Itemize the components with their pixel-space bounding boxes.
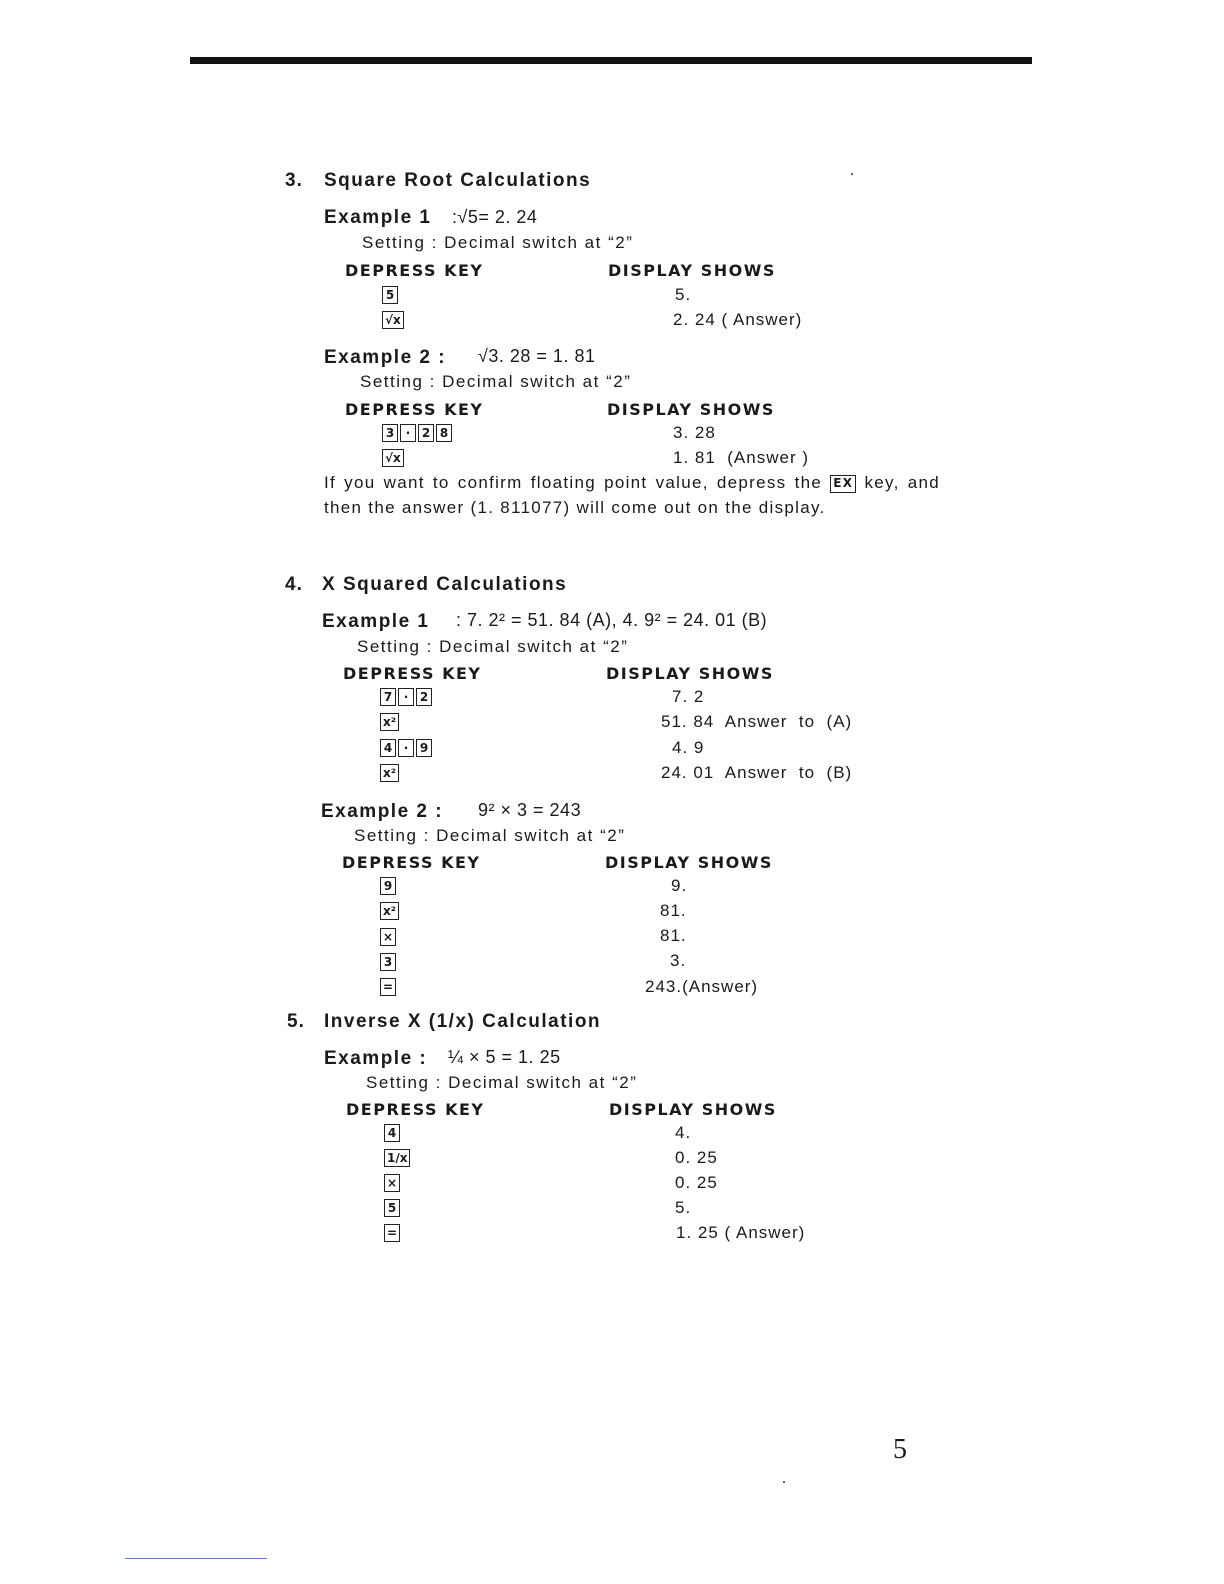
calculator-key: ·: [400, 424, 416, 442]
calculator-key: 9: [380, 877, 396, 895]
setting-text: Setting : Decimal switch at “2”: [360, 372, 632, 391]
example-label: Example 2 :: [321, 801, 444, 822]
calculator-key: 9: [416, 739, 432, 757]
key-sequence: [380, 953, 396, 971]
setting-text: Setting : Decimal switch at “2”: [366, 1073, 638, 1092]
calculator-key: 1/x: [384, 1149, 410, 1167]
depress-key-header: DEPRESS KEY: [342, 853, 481, 872]
display-value: 0. 25: [675, 1148, 718, 1167]
note-text: key, and then the answer (1. 811077) will come out on the display.: [324, 473, 940, 517]
calculator-key: √x: [382, 311, 404, 329]
key-sequence: [384, 1124, 400, 1142]
display-shows-header: DISPLAY SHOWS: [606, 664, 774, 683]
example-formula: √3. 28 = 1. 81: [478, 346, 596, 366]
depress-key-header: DEPRESS KEY: [346, 1100, 485, 1119]
section-title: Inverse X (1/x) Calculation: [324, 1011, 602, 1032]
display-value: 51. 84 Answer to (A): [661, 712, 853, 731]
key-sequence: [380, 877, 396, 895]
display-value: 4.: [675, 1123, 692, 1142]
display-value: 9.: [671, 876, 688, 895]
calculator-key: 5: [382, 286, 398, 304]
depress-key-header: DEPRESS KEY: [343, 664, 482, 683]
example-label: Example 1: [324, 207, 432, 228]
depress-key-header: DEPRESS KEY: [345, 261, 484, 280]
page-number: 5: [893, 1434, 907, 1465]
calculator-key: x²: [380, 902, 399, 920]
example-label: Example 2 :: [324, 347, 447, 368]
key-sequence: [380, 764, 399, 782]
top-rule: [190, 57, 1032, 64]
calculator-key: ·: [398, 739, 414, 757]
display-shows-header: DISPLAY SHOWS: [605, 853, 773, 872]
display-shows-header: DISPLAY SHOWS: [608, 261, 776, 280]
key-sequence: [380, 713, 399, 731]
calculator-key: 5: [384, 1199, 400, 1217]
calculator-key: x²: [380, 764, 399, 782]
floating-point-note: [324, 470, 940, 520]
section-title: Square Root Calculations: [324, 170, 592, 191]
key-sequence: [382, 449, 404, 467]
example-label: Example 1: [322, 611, 430, 632]
example-label: Example :: [324, 1048, 428, 1069]
calculator-key: 4: [384, 1124, 400, 1142]
display-value: 7. 2: [672, 687, 705, 706]
display-value: 3.: [670, 951, 687, 970]
calculator-key: 3: [380, 953, 396, 971]
example-formula: :√5= 2. 24: [452, 207, 538, 227]
display-value: 3. 28: [673, 423, 716, 442]
calculator-key: 4: [380, 739, 396, 757]
key-sequence: [380, 978, 396, 996]
section-title: X Squared Calculations: [322, 574, 568, 595]
section-number: 3.: [285, 170, 303, 191]
key-sequence: [380, 739, 432, 757]
calculator-key: 3: [382, 424, 398, 442]
display-value: 5.: [675, 285, 692, 304]
key-sequence: [380, 688, 432, 706]
calculator-key: √x: [382, 449, 404, 467]
example-formula: 9² × 3 = 243: [478, 800, 582, 820]
calculator-key: =: [384, 1224, 400, 1242]
section-number: 5.: [287, 1011, 305, 1032]
display-value: 24. 01 Answer to (B): [661, 763, 853, 782]
display-value: 1. 25 ( Answer): [676, 1223, 806, 1242]
display-value: 2. 24 ( Answer): [673, 310, 803, 329]
key-sequence: [380, 928, 396, 946]
calculator-key: 7: [380, 688, 396, 706]
display-value: 4. 9: [672, 738, 705, 757]
calculator-key: EX: [830, 475, 856, 493]
example-formula: : 7. 2² = 51. 84 (A), 4. 9² = 24. 01 (B): [456, 610, 768, 630]
setting-text: Setting : Decimal switch at “2”: [362, 233, 634, 252]
calculator-key: ×: [384, 1174, 400, 1192]
display-shows-header: DISPLAY SHOWS: [607, 400, 775, 419]
key-sequence: [382, 424, 452, 442]
key-sequence: [380, 902, 399, 920]
key-sequence: [382, 286, 398, 304]
calculator-key: x²: [380, 713, 399, 731]
footer-line: [125, 1558, 267, 1559]
calculator-key: 2: [418, 424, 434, 442]
scan-speck: [783, 1481, 785, 1483]
section-number: 4.: [285, 574, 303, 595]
display-value: 5.: [675, 1198, 692, 1217]
display-value: 1. 81 (Answer ): [673, 448, 809, 467]
key-sequence: [384, 1149, 410, 1167]
note-text: If you want to confirm floating point value, depress the: [324, 473, 823, 492]
display-value: 0. 25: [675, 1173, 718, 1192]
key-sequence: [382, 311, 404, 329]
depress-key-header: DEPRESS KEY: [345, 400, 484, 419]
calculator-key: =: [380, 978, 396, 996]
calculator-key: 8: [436, 424, 452, 442]
key-sequence: [384, 1224, 400, 1242]
calculator-key: ·: [398, 688, 414, 706]
example-formula: ¼ × 5 = 1. 25: [448, 1047, 561, 1067]
scan-speck: [851, 173, 853, 175]
display-value: 81.: [660, 926, 687, 945]
display-value: 243.(Answer): [645, 977, 759, 996]
key-sequence: [384, 1199, 400, 1217]
setting-text: Setting : Decimal switch at “2”: [357, 637, 629, 656]
calculator-key: 2: [416, 688, 432, 706]
calculator-key: ×: [380, 928, 396, 946]
display-shows-header: DISPLAY SHOWS: [609, 1100, 777, 1119]
setting-text: Setting : Decimal switch at “2”: [354, 826, 626, 845]
display-value: 81.: [660, 901, 687, 920]
key-sequence: [384, 1174, 400, 1192]
